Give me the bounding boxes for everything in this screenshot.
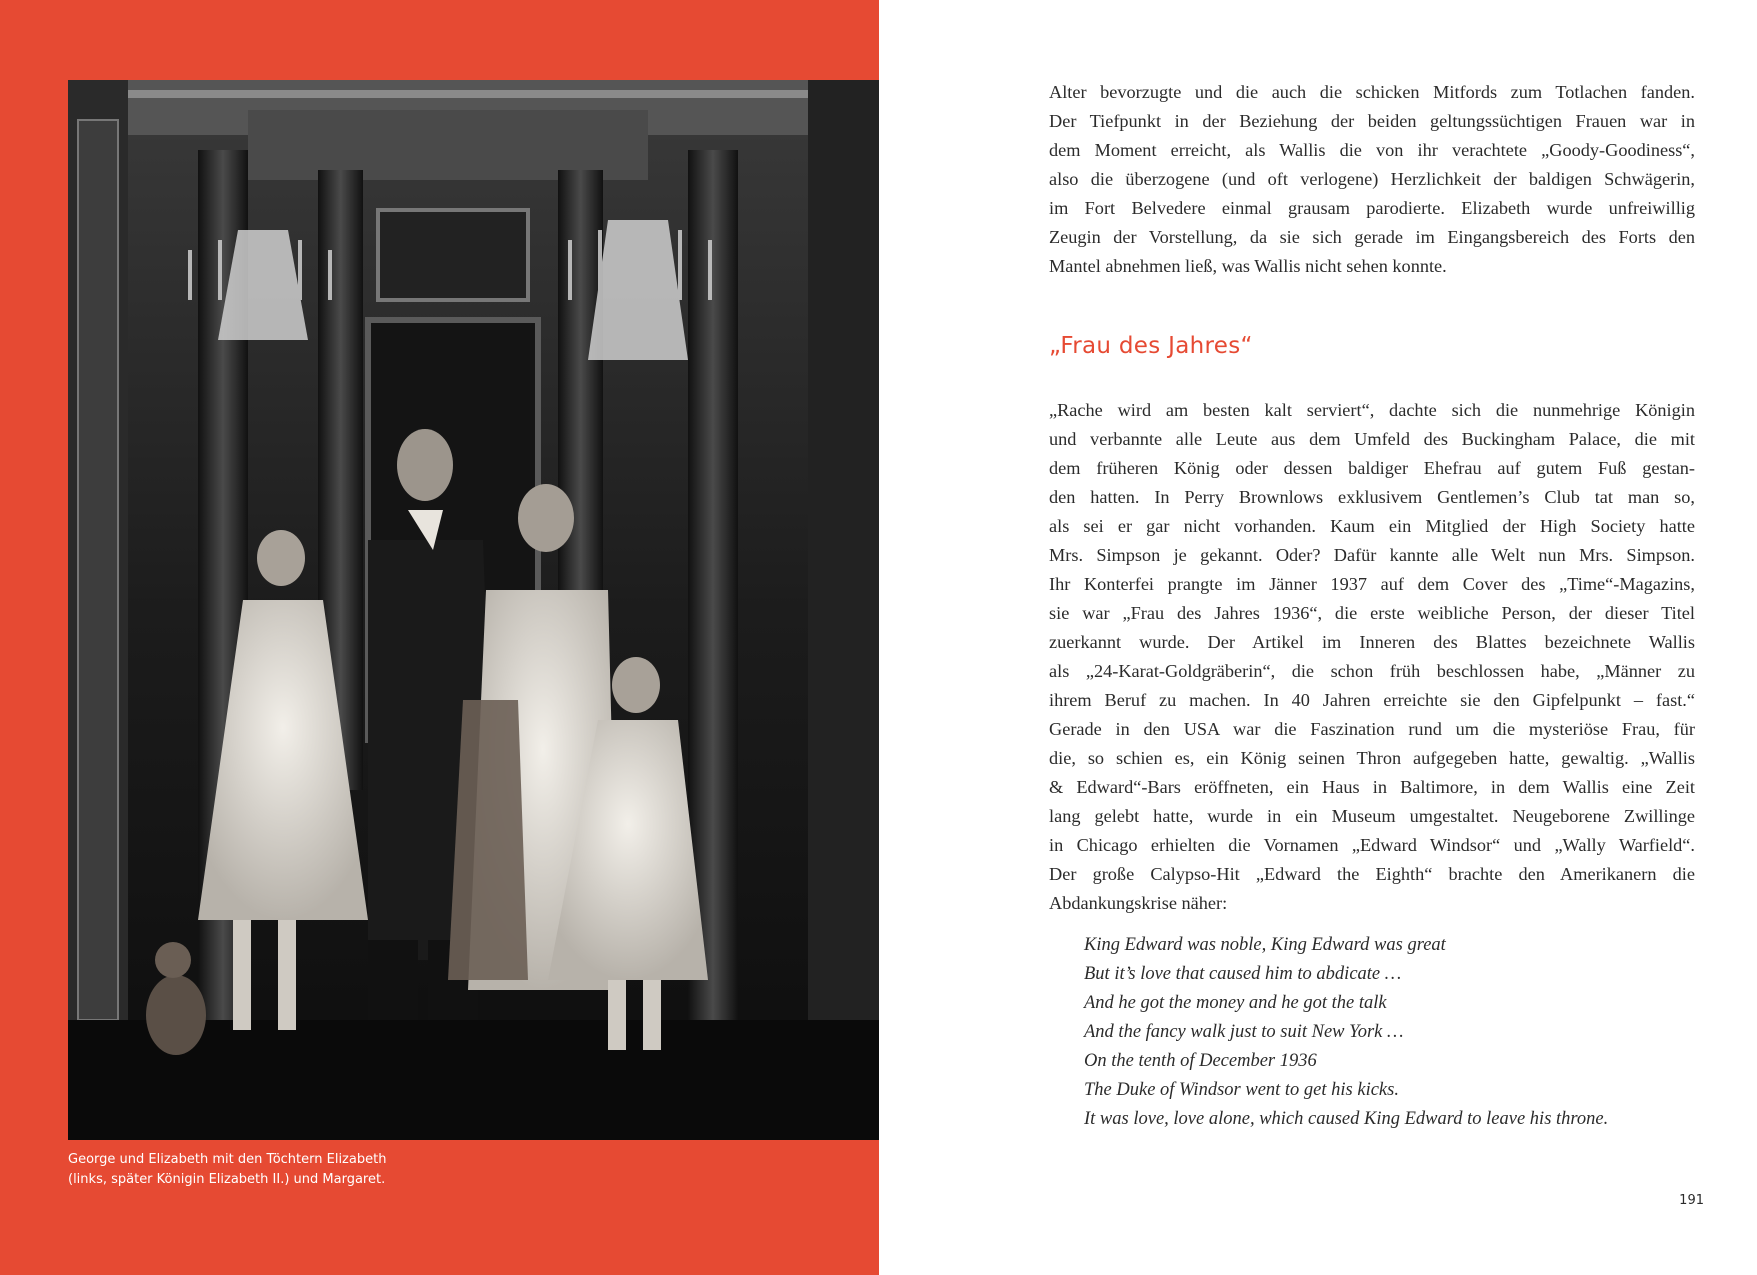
- photo-illustration: [68, 80, 879, 1140]
- caption-line: (links, später Königin Elizabeth II.) und Margaret.: [68, 1172, 386, 1187]
- text-line: Alter bevorzugte und die auch die schicken Mitfords zum Totlachen fanden.: [1049, 82, 1695, 102]
- poem-line: It was love, love alone, which caused King Edward to leave his throne.: [1084, 1109, 1609, 1129]
- poem-line: And the fancy walk just to suit New York …: [1084, 1022, 1404, 1042]
- text-line: in Chicago erhielten die Vornamen „Edward Windsor“ und „Wally Warfield“.: [1049, 835, 1695, 855]
- poem-line: The Duke of Windsor went to get his kicks.: [1084, 1080, 1399, 1100]
- text-line: Der große Calypso-Hit „Edward the Eighth“ brachte den Amerikanern die: [1049, 864, 1695, 884]
- text-line: ihrem Beruf zu machen. In 40 Jahren erreichte sie den Gipfelpunkt – fast.“: [1049, 690, 1695, 710]
- text-line: und verbannte alle Leute aus dem Umfeld des Buckingham Palace, die mit: [1049, 429, 1695, 449]
- text-line: „Rache wird am besten kalt serviert“, dachte sich die nunmehrige Königin: [1049, 400, 1695, 420]
- text-line: & Edward“-Bars eröffneten, ein Haus in Baltimore, in dem Wallis eine Zeit: [1049, 777, 1695, 797]
- photo-caption: [68, 1150, 488, 1190]
- text-line: als sei er gar nicht vorhanden. Kaum ein Mitglied der High Society hatte: [1049, 516, 1695, 536]
- text-line: Mrs. Simpson je gekannt. Oder? Dafür kannte alle Welt nun Mrs. Simpson.: [1049, 545, 1695, 565]
- right-page: [879, 0, 1757, 1275]
- royal-family-photo: [68, 80, 879, 1140]
- poem-line: And he got the money and he got the talk: [1084, 993, 1387, 1013]
- caption-line: George und Elizabeth mit den Töchtern Elizabeth: [68, 1152, 387, 1167]
- text-line: die, so schien es, ein König seinen Thron aufgegeben hatte, gewaltig. „Wallis: [1049, 748, 1695, 768]
- text-line: Abdankungskrise näher:: [1049, 893, 1228, 913]
- text-line: Mantel abnehmen ließ, was Wallis nicht sehen konnte.: [1049, 256, 1447, 276]
- text-line: lang gelebt hatte, wurde in ein Museum umgestaltet. Neugeborene Zwillinge: [1049, 806, 1695, 826]
- text-line: also die überzogene (und oft verlogene) Herzlichkeit der baldigen Schwägerin,: [1049, 169, 1695, 189]
- text-line: dem Moment erreicht, als Wallis die von ihr verachtete „Goody-Goodiness“,: [1049, 140, 1695, 160]
- page-number: 191: [1679, 1193, 1704, 1208]
- text-line: Ihr Konterfei prangte im Jänner 1937 auf dem Cover des „Time“-Magazins,: [1049, 574, 1695, 594]
- text-line: Der Tiefpunkt in der Beziehung der beiden geltungssüchtigen Frauen war in: [1049, 111, 1695, 131]
- text-line: sie war „Frau des Jahres 1936“, die erste weibliche Person, der dieser Titel: [1049, 603, 1695, 623]
- text-line: im Fort Belvedere einmal grausam parodierte. Elizabeth wurde unfreiwillig: [1049, 198, 1695, 218]
- text-line: zuerkannt wurde. Der Artikel im Inneren des Blattes bezeichnete Wallis: [1049, 632, 1695, 652]
- poem-line: But it’s love that caused him to abdicate …: [1084, 964, 1402, 984]
- poem-line: King Edward was noble, King Edward was great: [1084, 935, 1446, 955]
- text-line: Gerade in den USA war die Faszination rund um die mysteriöse Frau, für: [1049, 719, 1695, 739]
- text-line: dem früheren König oder dessen baldiger Ehefrau auf gutem Fuß gestan-: [1049, 458, 1695, 478]
- text-line: Zeugin der Vorstellung, da sie sich gerade im Eingangsbereich des Forts den: [1049, 227, 1695, 247]
- section-heading: „Frau des Jahres“: [1049, 333, 1253, 359]
- paragraph-intro: [1049, 78, 1695, 281]
- text-line: den hatten. In Perry Brownlows exklusivem Gentlemen’s Club tat man so,: [1049, 487, 1695, 507]
- calypso-lyrics: [1084, 931, 1684, 1134]
- text-line: als „24-Karat-Goldgräberin“, die schon früh beschlossen habe, „Männer zu: [1049, 661, 1695, 681]
- poem-line: On the tenth of December 1936: [1084, 1051, 1317, 1071]
- paragraph-main: [1049, 396, 1695, 918]
